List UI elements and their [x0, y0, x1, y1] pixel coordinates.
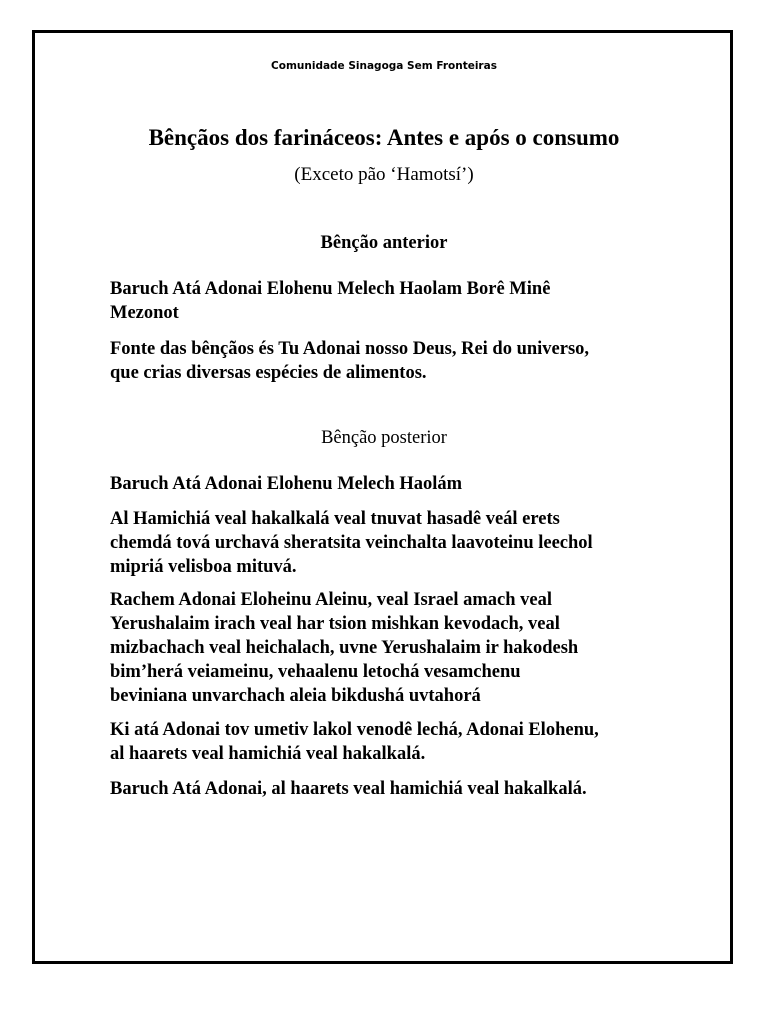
page-header: Comunidade Sinagoga Sem Fronteiras: [271, 60, 497, 72]
text-line: Rachem Adonai Eloheinu Aleinu, veal Israel amach veal: [110, 590, 552, 610]
blessing-after-line1: [110, 472, 670, 496]
text-line: Fonte das bênçãos és Tu Adonai nosso Deus, Rei do universo,: [110, 339, 590, 359]
blessing-after-paragraph-5: [110, 777, 670, 801]
text-line: Yerushalaim irach veal har tsion mishkan kevodach, veal: [110, 614, 560, 634]
blessing-after-paragraph-3: [110, 588, 670, 708]
text-line: Baruch Atá Adonai, al haarets veal hamichiá veal hakalkalá.: [110, 779, 587, 799]
text-line: Ki atá Adonai tov umetiv lakol venodê lechá, Adonai Elohenu,: [110, 720, 599, 740]
text-line: bim’herá veiameinu, vehaalenu letochá vesamchenu: [110, 662, 521, 682]
blessing-before-transliteration: [110, 277, 670, 325]
section-heading-after: Bênção posterior: [321, 428, 447, 448]
text-line: beviniana unvarchach aleia bikdushá uvtahorá: [110, 686, 481, 706]
text-line: Baruch Atá Adonai Elohenu Melech Haolám: [110, 474, 463, 494]
document-title: Bênçãos dos farináceos: Antes e após o consumo: [148, 125, 620, 150]
document-subtitle: (Exceto pão ‘Hamotsí’): [294, 164, 474, 185]
section-heading-before: Bênção anterior: [320, 233, 448, 253]
text-line: chemdá tová urchavá sheratsita veinchalta laavoteinu leechol: [110, 533, 593, 553]
blessing-after-paragraph-2: [110, 507, 670, 579]
blessing-before-translation: [110, 337, 670, 385]
text-line: Al Hamichiá veal hakalkalá veal tnuvat hasadê veál erets: [110, 509, 560, 529]
text-line: mizbachach veal heichalach, uvne Yerushalaim ir hakodesh: [110, 638, 579, 658]
blessing-after-paragraph-4: [110, 718, 670, 766]
text-line: al haarets veal hamichiá veal hakalkalá.: [110, 744, 426, 764]
text-line: que crias diversas espécies de alimentos.: [110, 363, 427, 383]
text-line: Baruch Atá Adonai Elohenu Melech Haolam Borê Minê: [110, 279, 551, 299]
text-line: Mezonot: [110, 303, 179, 323]
text-line: mipriá velisboa mituvá.: [110, 557, 297, 577]
